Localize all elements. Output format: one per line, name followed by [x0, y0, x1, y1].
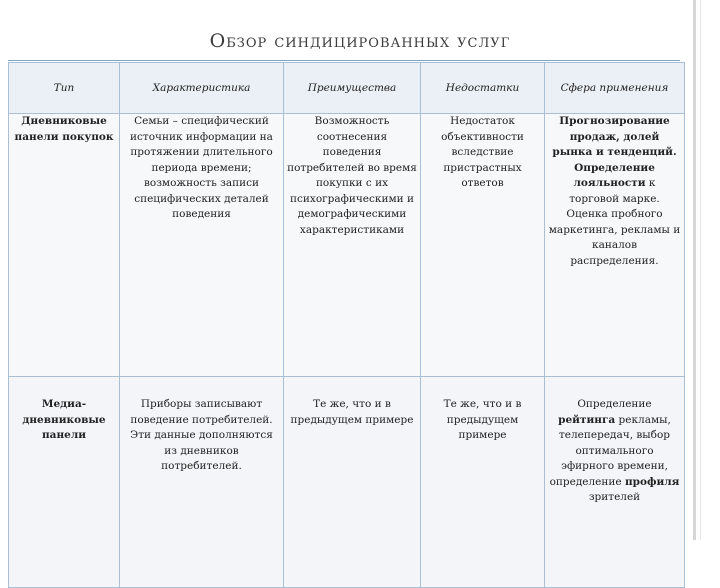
services-table [8, 62, 685, 588]
application-bold-rating: рейтинга [558, 413, 616, 426]
cell-disadvantages: Недостаток объективности вследствие пристрастных ответов [421, 114, 545, 377]
header-type: Тип [9, 63, 120, 114]
cell-advantages: Возможность соотнесения поведения потребителей во время покупки с их психографическими и демографическими характеристиками [284, 114, 421, 377]
table-row [9, 377, 685, 588]
table-row [9, 114, 685, 377]
header-characteristics: Характеристика [120, 63, 284, 114]
title-divider [8, 60, 680, 61]
cell-characteristics: Семьи – специфический источник информации на протяжении длительного периода времени; возможность записи специфических деталей поведения [120, 114, 284, 377]
cell-advantages: Те же, что и в предыдущем примере [284, 377, 421, 588]
slide-frame-line [700, 0, 701, 540]
cell-application [545, 114, 685, 377]
cell-characteristics: Приборы записывают поведение потребителей. Эти данные дополняются из дневников потребителей. [120, 377, 284, 588]
page-title: Обзор синдицированных услуг [209, 30, 511, 52]
application-text-2: к торговой марке. Оценка пробного маркетинга, рекламы и каналов распределения. [548, 177, 681, 267]
cell-disadvantages: Те же, что и в предыдущем примере [421, 377, 545, 588]
cell-type: Дневниковые панели покупок [9, 114, 120, 377]
slide-frame-right [693, 0, 696, 540]
application-text-1: Определение [577, 398, 652, 410]
header-application: Сфера применения [545, 63, 685, 114]
application-text-3: зрителей [588, 491, 641, 503]
application-bold-profile: профиля [624, 475, 680, 488]
application-text-1: Прогнозирование продаж, долей рынка и тенденций. Определение [552, 115, 677, 174]
table-header-row [9, 63, 685, 114]
cell-type: Медиа-дневниковые панели [9, 377, 120, 588]
application-bold-loyalty: лояльности [573, 177, 646, 189]
header-advantages: Преимущества [284, 63, 421, 114]
cell-application [545, 377, 685, 588]
header-disadvantages: Недостатки [421, 63, 545, 114]
application-text-2: рекламы, телепередач, выбор оптимального эфирного времени, определение [549, 413, 671, 488]
